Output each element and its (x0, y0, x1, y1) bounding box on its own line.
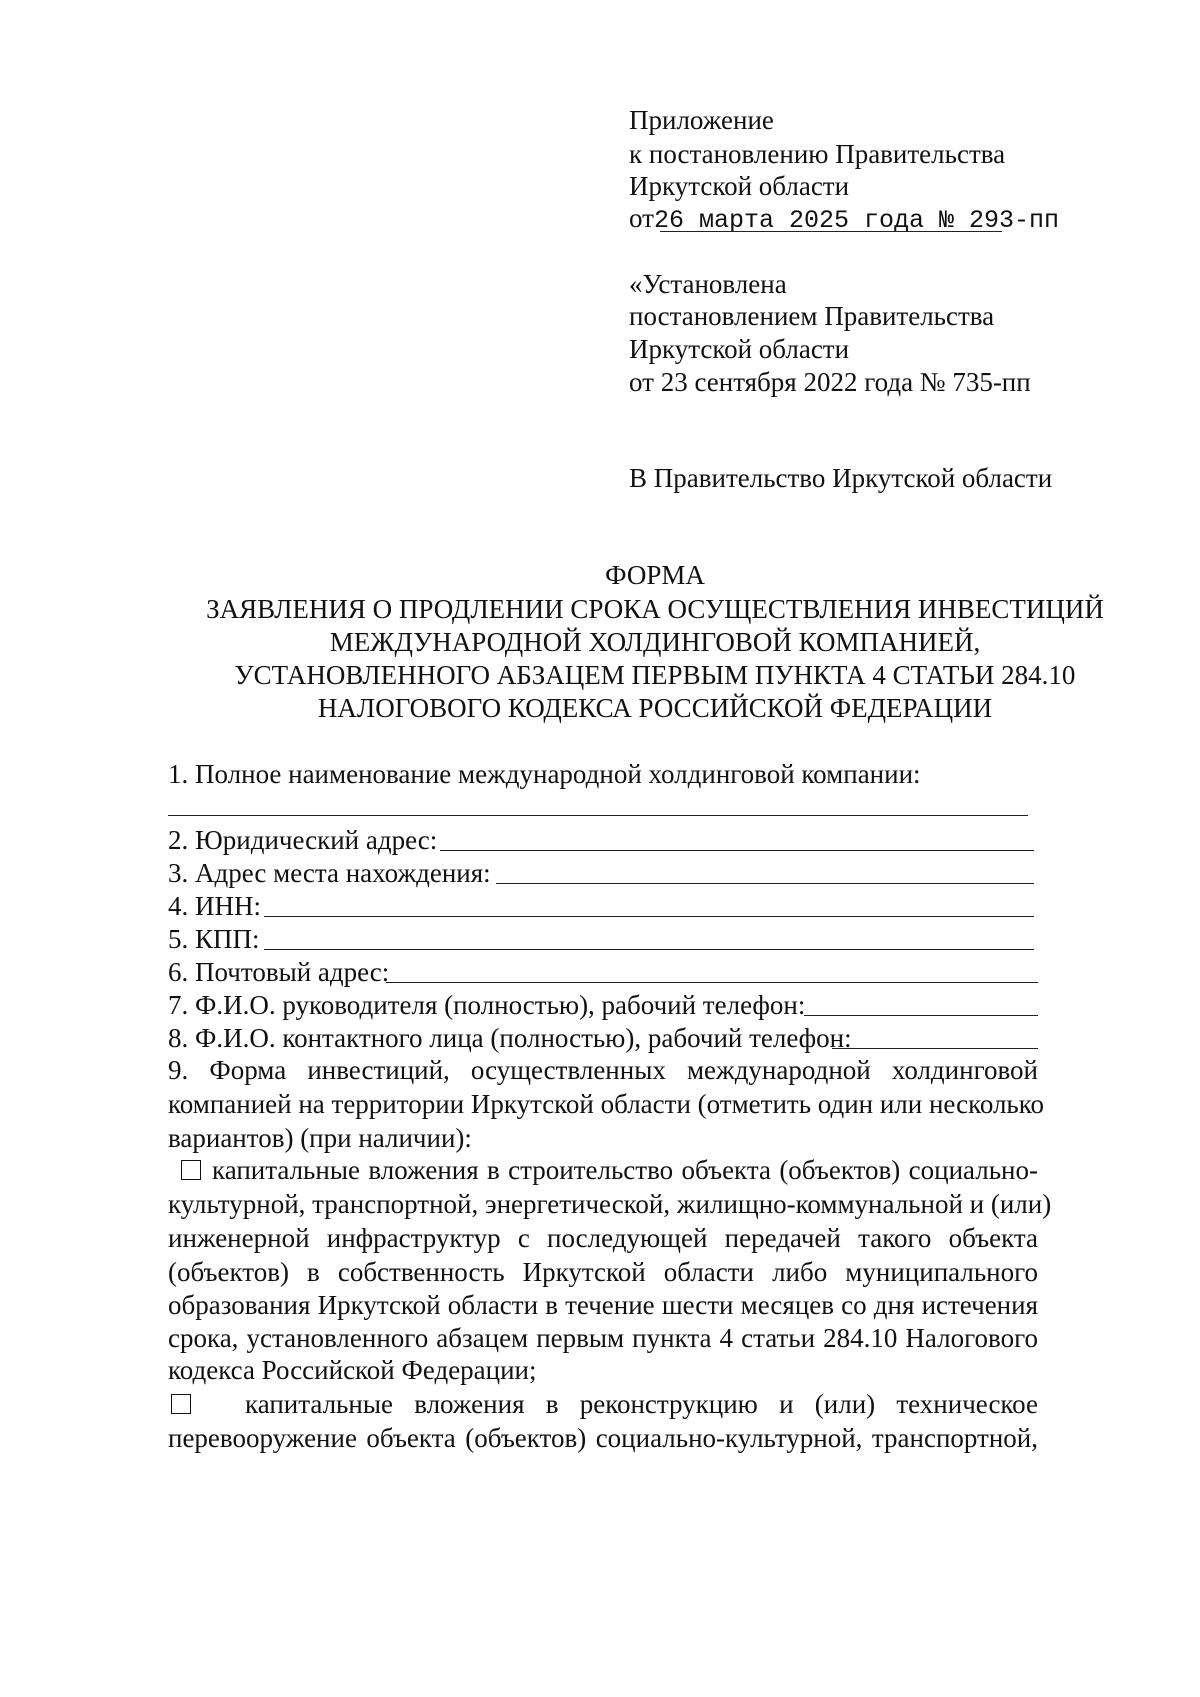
established-by: постановлением Правительства (629, 301, 995, 331)
option1-line-2: культурной, транспортной, энергетической, жилищно-коммунальной и (или) (168, 1189, 1052, 1219)
option2-line-2: перевооружение объекта (объектов) социально-культурной, транспортной, (168, 1423, 1038, 1453)
item9-line-3: вариантов) (при наличии): (168, 1123, 472, 1153)
addressee: В Правительство Иркутской области (629, 463, 1053, 493)
checkbox-reconstruction[interactable] (171, 1394, 191, 1414)
item9-line-1: 9. Форма инвестиций, осуществленных международной холдинговой (168, 1055, 1038, 1085)
checkbox-construction[interactable] (181, 1160, 201, 1180)
date-underline (660, 231, 1002, 232)
field-location-address-line[interactable] (496, 883, 1034, 884)
option1-line-4: (объектов) в собственность Иркутской области либо муниципального (168, 1257, 1038, 1287)
established-label: «Установлена (629, 269, 787, 299)
established-region: Иркутской области (629, 334, 850, 364)
option1-line-5: образования Иркутской области в течение шести месяцев со дня истечения (168, 1290, 1038, 1320)
option2-line-1: капитальные вложения в реконструкцию и (или) техническое (245, 1389, 1038, 1419)
appendix-label: Приложение (629, 105, 774, 135)
option1-line-6: срока, установленного абзацем первым пункта 4 статьи 284.10 Налогового (168, 1323, 1038, 1353)
title-line-1: ФОРМА (605, 560, 705, 590)
option1-line-1: капитальные вложения в строительство объекта (объектов) социально- (212, 1155, 1038, 1185)
title-line-2: ЗАЯВЛЕНИЯ О ПРОДЛЕНИИ СРОКА ОСУЩЕСТВЛЕНИЯ ИНВЕСТИЦИЙ (206, 594, 1104, 624)
title-line-5: НАЛОГОВОГО КОДЕКСА РОССИЙСКОЙ ФЕДЕРАЦИИ (317, 693, 993, 723)
field-full-name-label: 1. Полное наименование международной холдинговой компании: (168, 759, 921, 789)
field-contact-label: 8. Ф.И.О. контактного лица (полностью), рабочий телефон: (168, 1023, 852, 1053)
title-line-3: МЕЖДУНАРОДНОЙ ХОЛДИНГОВОЙ КОМПАНИЕЙ, (329, 627, 981, 657)
item9-line-2: компанией на территории Иркутской области (отметить один или несколько (168, 1089, 1044, 1119)
appendix-date-value: 26 марта 2025 года № 293-пп (653, 206, 1060, 235)
field-contact-line[interactable] (832, 1048, 1038, 1049)
appendix-reference: к постановлению Правительства (629, 139, 1006, 169)
field-inn-label: 4. ИНН: (168, 891, 261, 921)
field-kpp-label: 5. КПП: (168, 924, 260, 954)
appendix-region: Иркутской области (629, 171, 850, 201)
field-full-name-line[interactable] (168, 815, 1028, 816)
option1-line-7: кодекса Российской Федерации; (168, 1355, 537, 1385)
field-location-address-label: 3. Адрес места нахождения: (168, 858, 491, 888)
field-inn-line[interactable] (264, 916, 1034, 917)
field-legal-address-label: 2. Юридический адрес: (168, 825, 438, 855)
established-date: от 23 сентября 2022 года № 735-пп (629, 367, 1031, 397)
title-line-4: УСТАНОВЛЕННОГО АБЗАЦЕМ ПЕРВЫМ ПУНКТА 4 СТАТЬИ 284.10 (234, 660, 1076, 690)
appendix-date-line (629, 200, 1059, 239)
field-director-label: 7. Ф.И.О. руководителя (полностью), рабочий телефон: (168, 990, 806, 1020)
option1-line-3: инженерной инфраструктур с последующей передачей такого объекта (168, 1223, 1038, 1253)
field-postal-address-line[interactable] (386, 982, 1038, 983)
field-kpp-line[interactable] (264, 949, 1034, 950)
field-director-line[interactable] (804, 1015, 1038, 1016)
field-postal-address-label: 6. Почтовый адрес: (168, 957, 390, 987)
appendix-date-prefix: от (629, 203, 654, 233)
field-legal-address-line[interactable] (440, 850, 1034, 851)
